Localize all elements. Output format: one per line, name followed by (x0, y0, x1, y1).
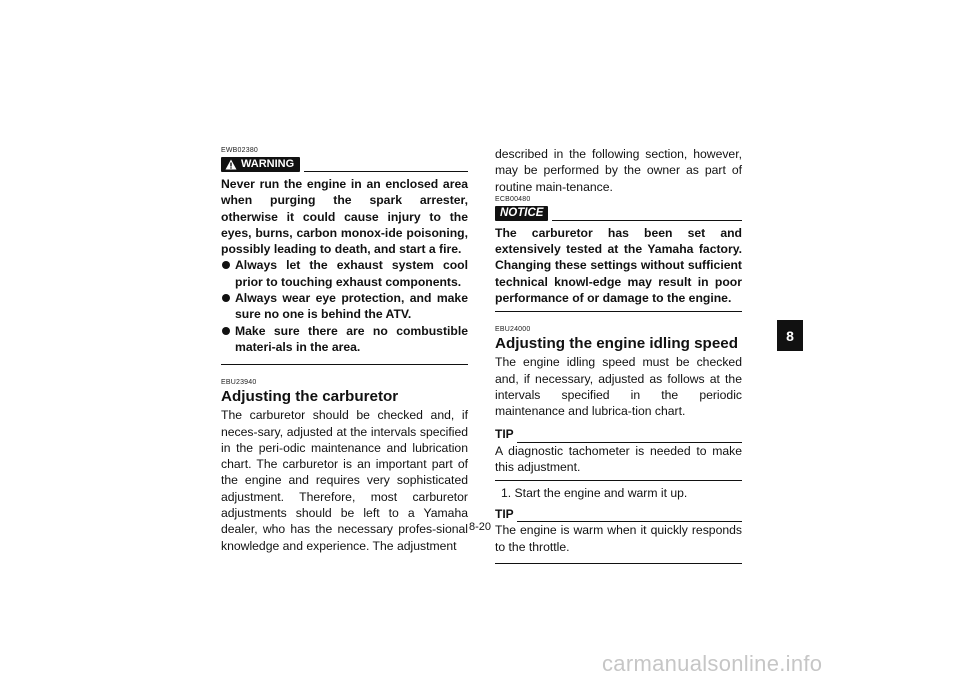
watermark-text: carmanualsonline.info (602, 651, 823, 676)
section-code: EBU24000 (495, 326, 531, 334)
warning-header (221, 157, 468, 172)
warning-bullet-list (221, 257, 468, 355)
page-number: 8-20 (469, 521, 492, 533)
warning-end-rule (221, 364, 468, 365)
warning-code: EWB02380 (221, 147, 259, 154)
section-code: EBU23940 (221, 379, 257, 387)
warning-bullet: Always let the exhaust system cool prior to touching exhaust components. (221, 257, 468, 290)
warning-header-line (304, 157, 468, 172)
step-item: 1. Start the engine and warm it up. (501, 486, 688, 501)
tip-end-rule (495, 563, 742, 564)
notice-code: ECB00480 (495, 195, 531, 203)
carburetor-paragraph: The carburetor should be checked and, if neces-sary, adjusted at the intervals specified in the peri-odic maintenance and lubrication chart. The carburetor is an important part of the engine and requires very sophisticated adjustment. Therefore, most carburetor adjustments should be left to a Yamaha dealer, who has the necessary profes-sional knowledge and experience. The adjustment (221, 408, 468, 553)
idling-paragraph: The engine idling speed must be checked and, if necessary, adjusted as follows at the intervals specified in the periodic maintenance and lubrica-tion chart. (495, 355, 742, 419)
warning-text: Never run the engine in an enclosed area when purging the spark arrester, otherwise it could cause injury to the eyes, burns, carbon monox-ide poisoning, possibly leading to death, and start a fire. (221, 177, 468, 257)
section-title-idling-speed: Adjusting the engine idling speed (495, 335, 739, 353)
tip-text: A diagnostic tachometer is needed to make this adjustment. (495, 443, 742, 474)
chapter-tab: 8 (777, 320, 803, 351)
tip-text: The engine is warm when it quickly responds to the throttle. (495, 523, 742, 554)
tip-end-rule (495, 480, 742, 481)
notice-header-line (552, 206, 742, 221)
continuation-paragraph: described in the following section, however, may be performed by the owner as part of routine main-tenance. (495, 147, 742, 194)
notice-badge: NOTICE (495, 206, 548, 221)
notice-end-rule (495, 311, 742, 312)
warning-badge (221, 157, 300, 172)
tip-label: TIP (495, 427, 514, 442)
notice-header (495, 206, 742, 221)
tip-header (495, 507, 742, 522)
section-title-carburetor: Adjusting the carburetor (221, 388, 399, 406)
warning-triangle-icon (225, 159, 237, 170)
warning-bullet: Make sure there are no combustible materi-als in the area. (221, 323, 468, 356)
tip-header (495, 428, 742, 443)
tip-header-line (517, 430, 742, 443)
left-column (221, 146, 468, 554)
notice-text: The carburetor has been set and extensively tested at the Yamaha factory. Changing these settings without sufficient technical knowl-edge may result in poor performance of or damage to the engine. (495, 225, 742, 306)
right-column (495, 146, 742, 564)
warning-bullet: Always wear eye protection, and make sure no one is behind the ATV. (221, 290, 468, 323)
warning-label: WARNING (241, 158, 295, 170)
tip-label: TIP (495, 507, 514, 522)
tip-header-line (517, 509, 742, 522)
